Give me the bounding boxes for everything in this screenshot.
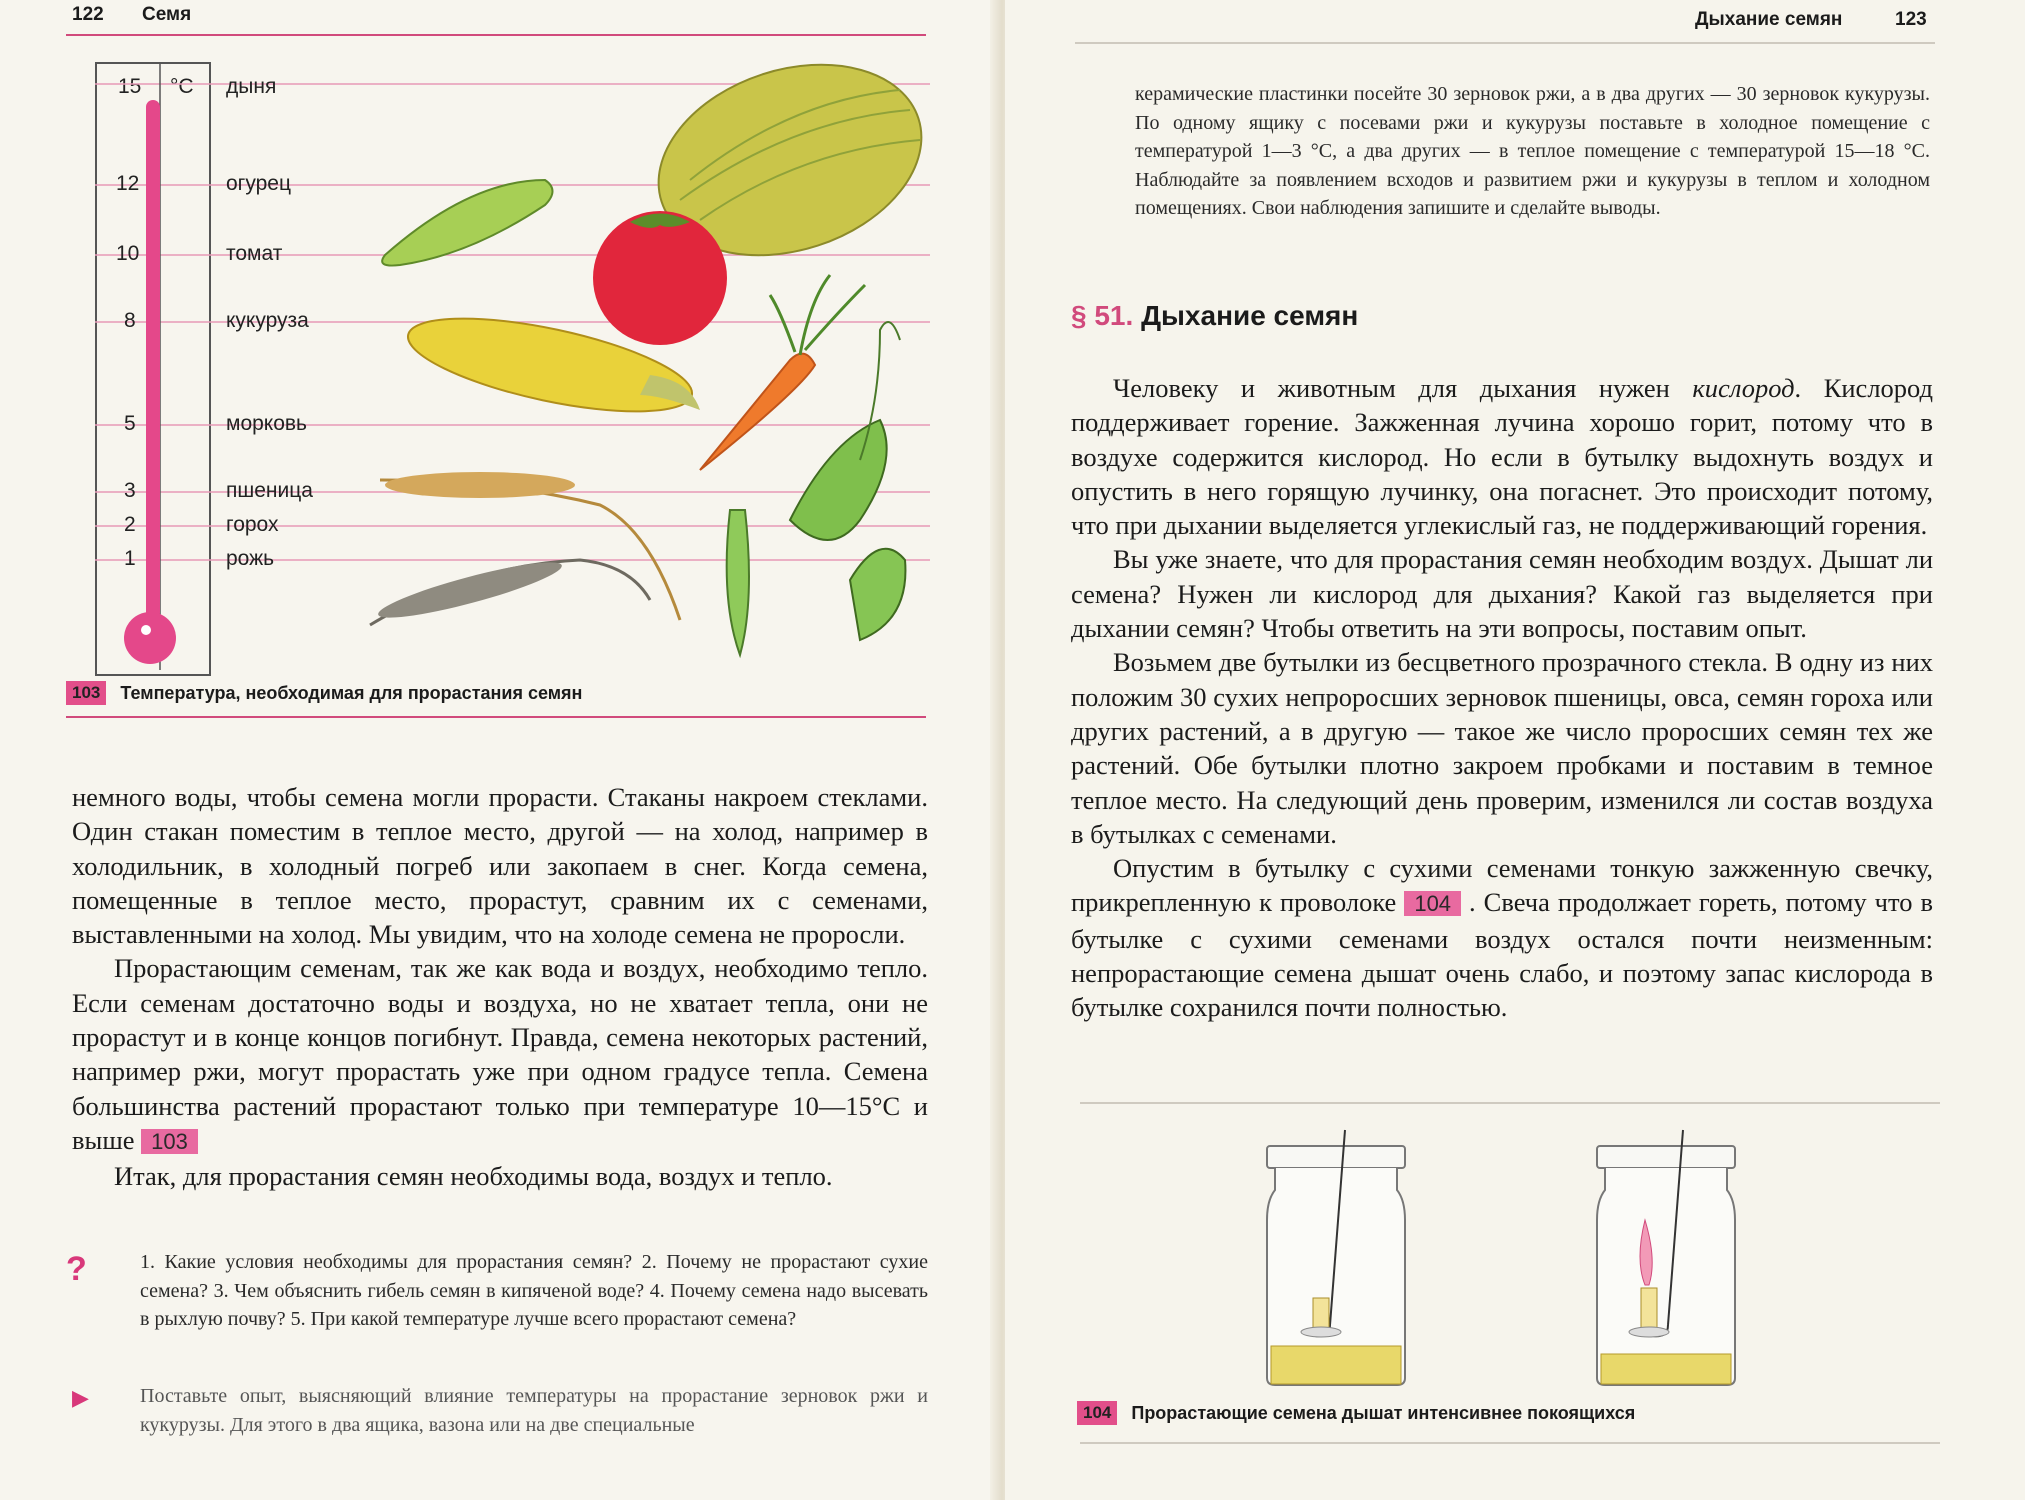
label-wheat: пшеница: [226, 479, 313, 502]
temp-3: 3: [124, 479, 136, 502]
temp-2: 2: [124, 513, 136, 536]
thermometer-bulb: [124, 612, 176, 664]
cucumber-drawing: [382, 180, 552, 266]
figure-bottom-rule: [1080, 1442, 1940, 1444]
pea-pod-drawing: [727, 510, 749, 655]
paragraph-4: [1071, 851, 1933, 1024]
tomato-drawing: [593, 211, 727, 345]
figure-number-badge: 104: [1077, 1401, 1117, 1425]
header-rule: [1075, 42, 1935, 44]
paragraph-2: [72, 951, 928, 1159]
figure-104-caption: [1077, 1401, 1635, 1425]
temp-1: 1: [124, 547, 136, 570]
questions-icon: ?: [66, 1250, 87, 1288]
section-number: § 51.: [1071, 300, 1134, 331]
figure-103-caption: [66, 681, 582, 705]
label-cucumber: огурец: [226, 172, 291, 195]
jar-right: [1597, 1130, 1735, 1385]
section-title: Дыхание семян: [1141, 300, 1359, 331]
section-heading: [1071, 300, 1358, 332]
figure-ref-104[interactable]: 104: [1404, 891, 1461, 916]
page-number: 123: [1895, 9, 1927, 30]
figure-top-rule: [1080, 1102, 1940, 1104]
thermometer-tube: [146, 100, 160, 620]
temp-8: 8: [124, 309, 136, 332]
figure-103: [0, 0, 1000, 720]
questions-text: 1. Какие условия необходимы для прорастания семян? 2. Почему не прорастают сухие семена? 3. Чем объяснить гибель семян в кипяченой воде? 4. Почему семена надо высевать в рыхлую почву? 5. При какой температуре лучше всего прорастают семена?: [140, 1251, 928, 1331]
caption-text: Температура, необходимая для прорастания семян: [120, 682, 583, 703]
carrot-drawing: [700, 354, 815, 470]
figure-ref-103[interactable]: 103: [141, 1129, 198, 1154]
p4-start: Опустим в бутылку с сухими семенами тонкую зажженную свечку, прикрепленную к проволоке: [1071, 853, 1933, 918]
temp-5: 5: [124, 412, 136, 435]
right-page: [1005, 0, 2025, 1500]
scale-unit: °C: [170, 75, 194, 98]
page-number: 122: [72, 4, 104, 25]
label-melon: дыня: [226, 75, 277, 98]
jar-left: [1267, 1130, 1405, 1385]
running-title: Семя: [142, 4, 192, 25]
paragraph-3: Итак, для прорастания семян необходимы вода, воздух и тепло.: [114, 1161, 833, 1192]
temp-10: 10: [116, 242, 140, 265]
p1-start: Человеку и животным для дыхания нужен: [1113, 373, 1693, 403]
scale-top: 15: [118, 75, 142, 98]
figure-104-drawing: [1005, 1110, 2025, 1390]
temp-12: 12: [116, 172, 140, 195]
right-body-text: [1071, 371, 1933, 1025]
p1-end: . Кислород поддерживает горение. Зажженная лучина хорошо горит, потому что в воздухе содержится кислород. Но если в бутылку выдохнуть воздух и опустить в него горящую лучинку, она погаснет. Это происходит потому, что при дыхании выделяется углекислый газ, не поддерживающий горения.: [1071, 373, 1934, 541]
label-rye: рожь: [226, 547, 275, 570]
paragraph-3: Возьмем две бутылки из бесцветного прозрачного стекла. В одну из них положим 30 сухих непроросших зерновок пшеницы, овса, семян гороха или других растений, а в другую — такое же число проросших семян тех же растений. Обе бутылки плотно закроем пробками и поставим в темное теплое место. На следующий день проверим, изменился ли состав воздуха в бутылках с семенами.: [1071, 647, 1933, 849]
running-title: Дыхание семян: [1695, 9, 1843, 30]
label-carrot: морковь: [226, 412, 307, 435]
task-continuation: керамические пластинки посейте 30 зерновок ржи, а в два других — 30 зерновок кукурузы. По одному ящику с посевами ржи и кукурузы поставьте в холодное помещение с температурой 1—3 °С, а два других — в теплое помещение с температурой 15—18 °С. Наблюдайте за появлением всходов и развитием ржи и кукурузы в теплом и холодном помещениях. Свои наблюдения запишите и сделайте выводы.: [1135, 83, 1930, 220]
caption-text: Прорастающие семена дышат интенсивнее покоящихся: [1131, 1402, 1636, 1423]
paragraph-2: Вы уже знаете, что для прорастания семян необходим воздух. Дышат ли семена? Нужен ли кислород для дыхания? Какой газ выделяется при дыхании семян? Чтобы ответить на эти вопросы, поставим опыт.: [1071, 544, 1933, 644]
p1-emphasis: кислород: [1692, 373, 1795, 403]
task-text: Поставьте опыт, выясняющий влияние температуры на прорастание зерновок ржи и кукурузы. Для этого в два ящика, вазона или на две специальные: [140, 1385, 928, 1436]
paragraph-2-text: Прорастающим семенам, так же как вода и воздух, необходимо тепло. Если семенам достаточно воды и воздуха, но не хватает тепла, они не прорастут и в конце концов погибнут. Правда, семена некоторых растений, например ржи, могут прорастать уже при одном градусе тепла. Семена большинства растений прорастают только при температуре 10—15°С и выше: [72, 953, 928, 1155]
figure-drawing: [0, 0, 1000, 720]
label-corn: кукуруза: [226, 309, 309, 332]
left-page: [0, 0, 1000, 1500]
label-pea: горох: [226, 513, 279, 536]
left-body-text: [72, 780, 928, 1194]
label-tomato: томат: [226, 242, 283, 265]
p4-end: . Свеча продолжает гореть, потому что в бутылке с сухими семенами воздух остался почти неизменным: непрорастающие семена дышат очень слабо, и поэтому запас кислорода в бутылке сохранился почти полностью.: [1071, 887, 1933, 1023]
paragraph-1: [1071, 371, 1933, 542]
figure-number-badge: 103: [66, 681, 106, 705]
paragraph-1: немного воды, чтобы семена могли прорасти. Стаканы накроем стеклами. Один стакан поместим в теплое место, другой — на холод, например в холодильник, в холодный погреб или закопаем в снег. Когда семена, помещенные в теплое место, прорастут, сравним их с семенами, выставленными на холод. Мы увидим, что на холоде семена не проросли.: [72, 782, 928, 950]
pea-leaf-drawing: [790, 420, 887, 540]
figure-rule: [66, 716, 926, 718]
task-arrow-icon: ▶: [72, 1385, 89, 1410]
